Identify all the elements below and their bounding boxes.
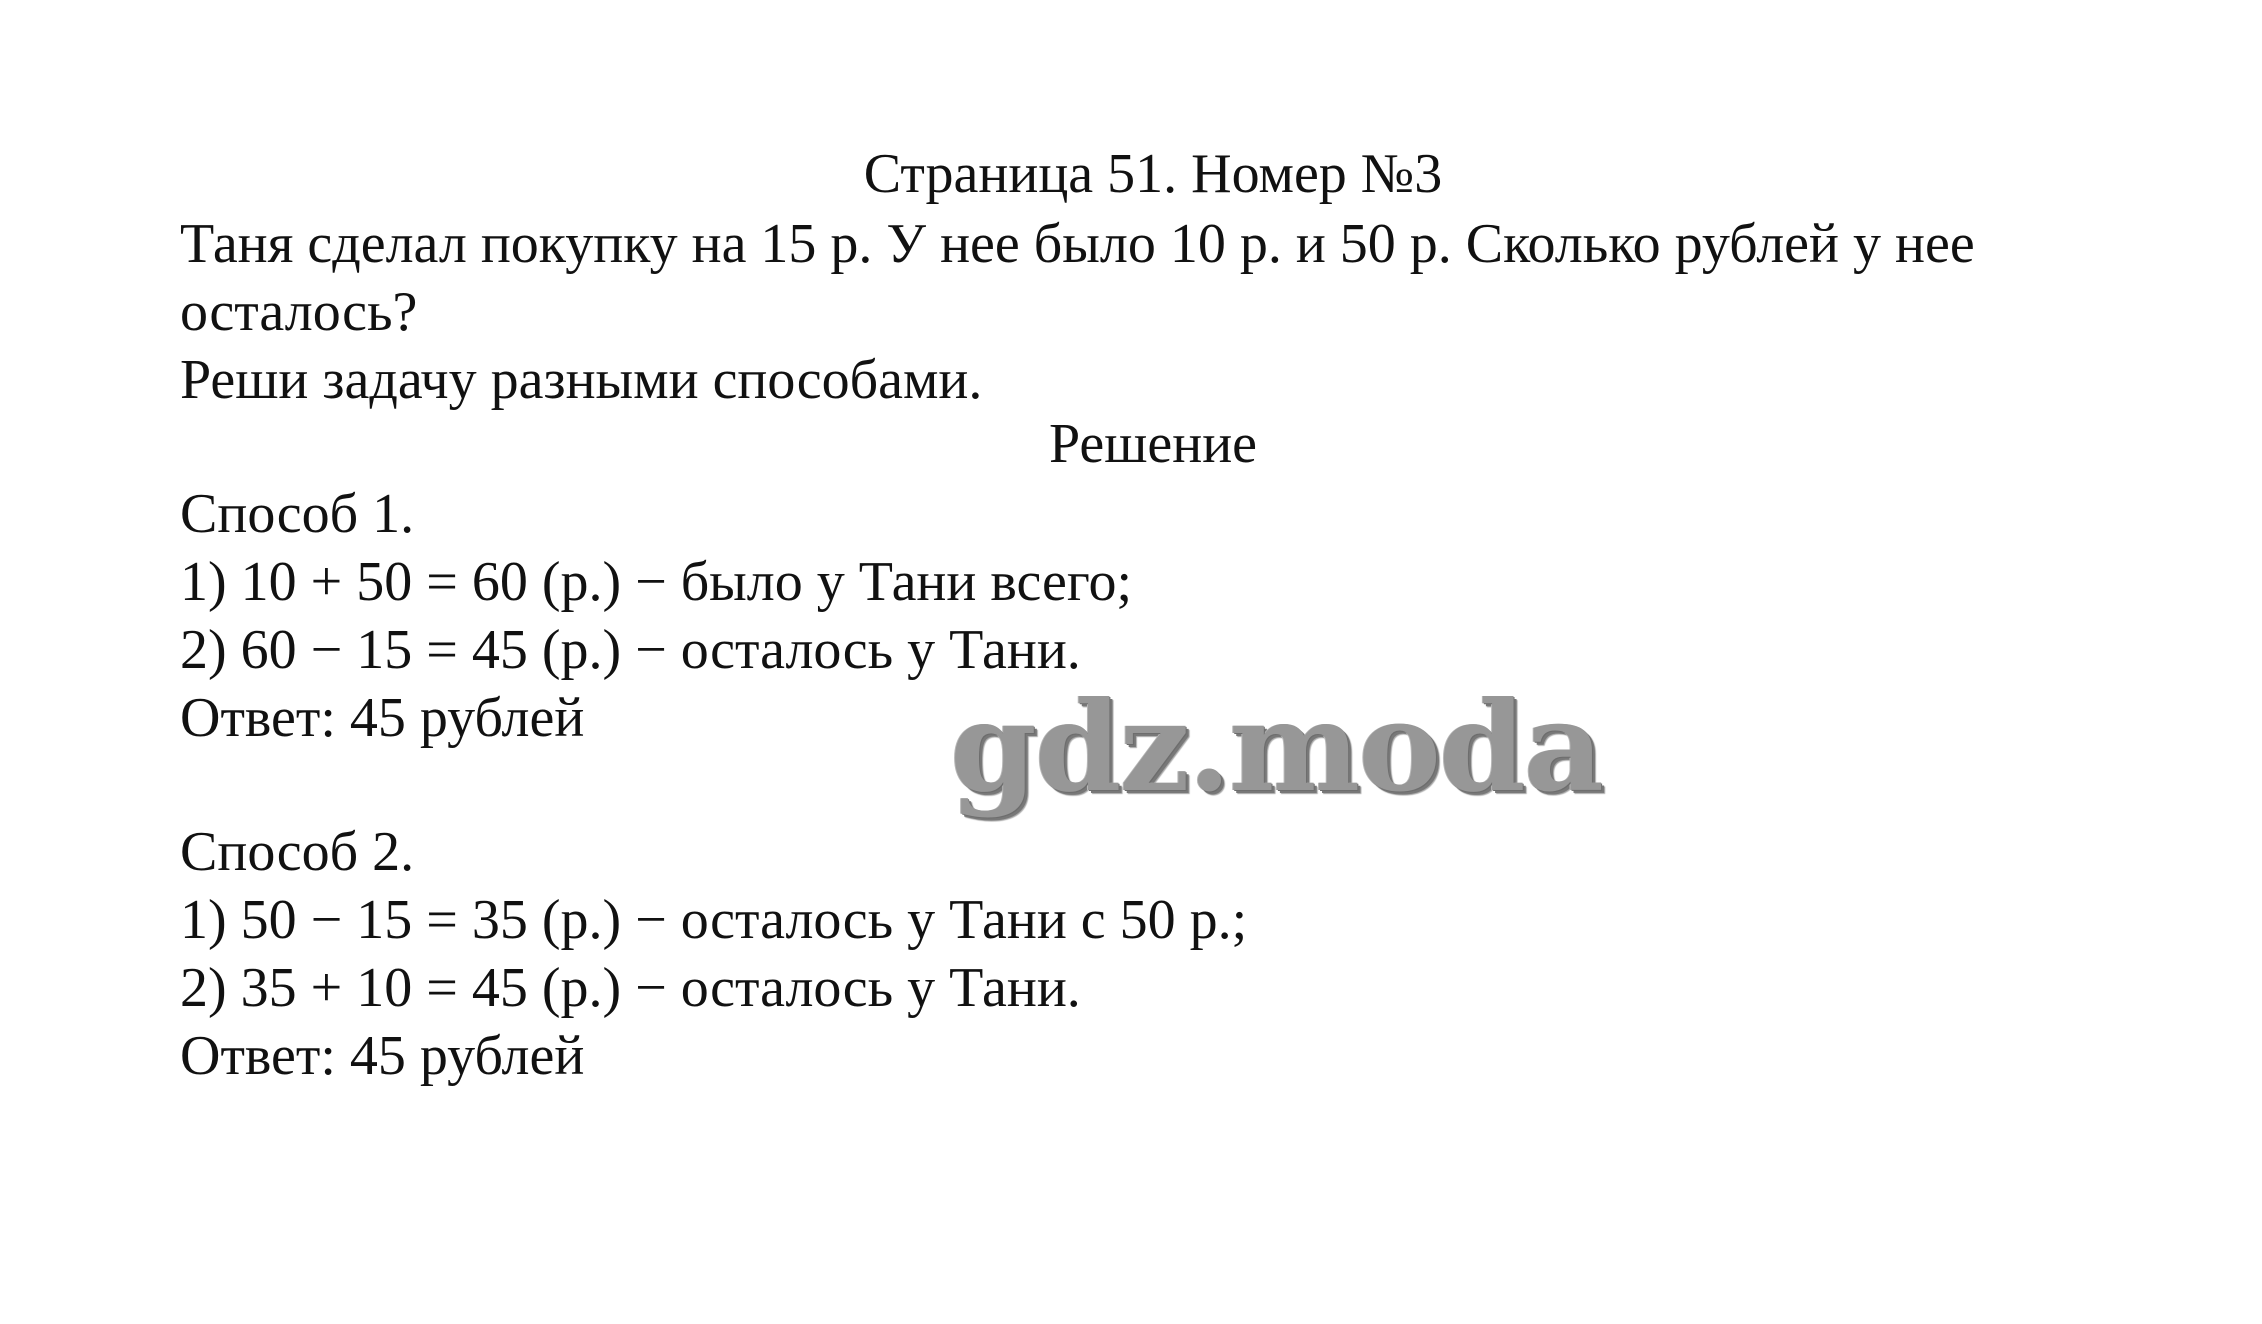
solution-heading: Решение (1048, 413, 1258, 475)
method-1-step-1: 1) 10 + 50 = 60 (р.) − было у Тани всего; (180, 551, 1132, 613)
method-2-answer: Ответ: 45 рублей (180, 1025, 585, 1087)
method-1-answer: Ответ: 45 рублей (180, 687, 585, 749)
task-text-line-1: Таня сделал покупку на 15 р. У нее было 10 р. и 50 р. Сколько рублей у нее (180, 213, 1975, 275)
task-instruction: Реши задачу разными способами. (180, 349, 983, 411)
method-2-step-1: 1) 50 − 15 = 35 (р.) − осталось у Тани с 50 р.; (180, 889, 1248, 951)
method-2-step-2: 2) 35 + 10 = 45 (р.) − осталось у Тани. (180, 957, 1081, 1019)
method-1-step-2: 2) 60 − 15 = 45 (р.) − осталось у Тани. (180, 619, 1081, 681)
watermark-logo: gdz.moda (950, 675, 1602, 820)
page-title: Страница 51. Номер №3 (863, 143, 1443, 205)
task-text-line-2: осталось? (180, 281, 418, 343)
method-2-title: Способ 2. (180, 821, 415, 883)
method-1-title: Способ 1. (180, 483, 415, 545)
